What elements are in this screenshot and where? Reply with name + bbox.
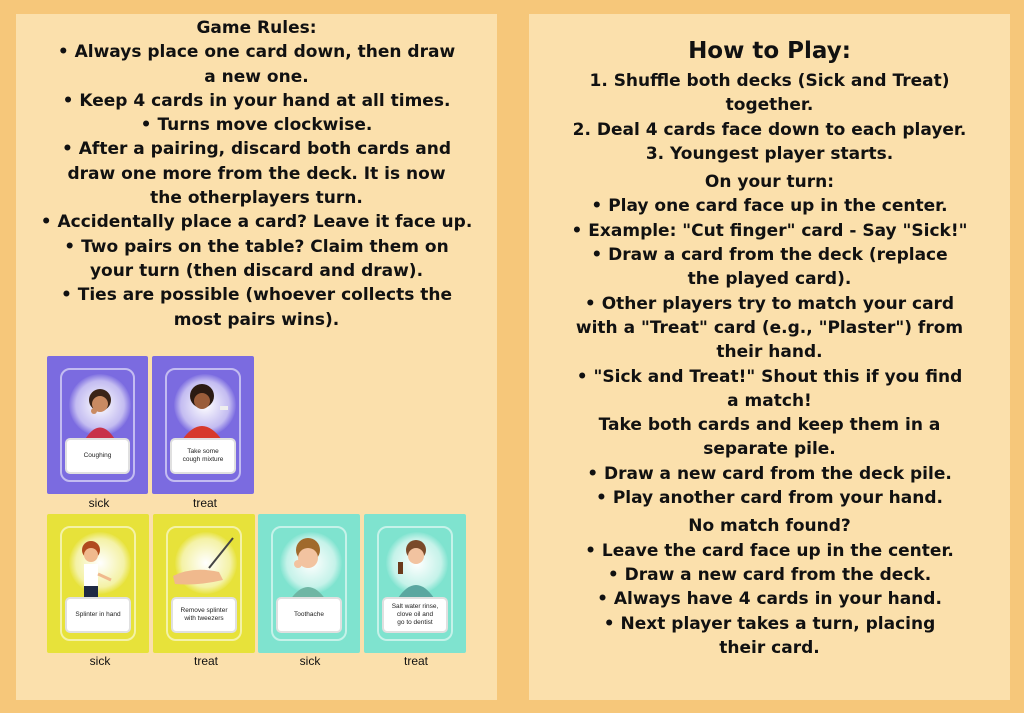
card-caption: treat [193,654,218,668]
rule-item: • Keep 4 cards in your hand at all times. [62,90,451,111]
card-coughing [47,356,148,494]
right-how-to-play-panel [529,14,1010,700]
instruction-line: • Play one card face up in the center. [591,196,948,217]
card-label: Salt water rinse, clove oil and go to dentist [382,597,448,633]
card-label: Remove splinter with tweezers [171,597,237,633]
instruction-line: • Draw a new card from the deck pile. [587,463,952,484]
card-caption: sick [88,496,110,510]
no-match-heading: No match found? [688,516,851,537]
card-caption: sick [89,654,111,668]
instruction-line: • Next player takes a turn, placing their card. [603,613,936,658]
how-to-play-heading: How to Play: [688,38,851,64]
instruction-line: • Draw a card from the deck (replace the played card). [591,245,948,290]
instruction-line: • Draw a new card from the deck. [607,564,932,585]
game-rules-text [16,16,497,332]
instruction-line: • Always have 4 cards in your hand. [597,589,942,610]
card-salt-water-rinse [364,514,466,653]
how-to-play-text [529,36,1010,660]
instruction-line: • "Sick and Treat!" Shout this if you find a match! Take both cards and keep them in a separate pile. [576,366,963,460]
card-caption: treat [403,654,428,668]
rule-item: • Two pairs on the table? Claim them on your turn (then discard and draw). [64,236,449,281]
instruction-line: • Example: "Cut finger" card - Say "Sick!" [571,220,968,241]
card-remove-splinter [153,514,255,653]
card-caption: sick [299,654,321,668]
card-cough-mixture [152,356,254,494]
rule-item: • Accidentally place a card? Leave it face up. [40,212,473,233]
instruction-line: • Leave the card face up in the center. [585,540,954,561]
card-label: Splinter in hand [65,597,131,633]
instruction-line: • Other players try to match your card with a "Treat" card (e.g., "Plaster") from their hand. [575,293,964,363]
instruction-line: • Play another card from your hand. [596,488,943,509]
card-label: Toothache [276,597,342,633]
card-label: Coughing [65,438,130,474]
on-your-turn-heading: On your turn: [704,172,835,193]
card-label: Take some cough mixture [170,438,236,474]
instruction-line: 1. Shuffle both decks (Sick and Treat) together. [589,71,950,116]
instruction-line: 2. Deal 4 cards face down to each player. [572,119,967,140]
instruction-line: 3. Youngest player starts. [645,143,894,164]
rule-item: • Turns move clockwise. [140,115,373,136]
rule-item: • Ties are possible (whoever collects the most pairs wins). [60,285,453,330]
card-caption: treat [192,496,217,510]
card-splinter-in-hand [47,514,149,653]
card-toothache [258,514,360,653]
rule-item: • After a pairing, discard both cards and draw one more from the deck. It is now the otherplayers turn. [61,139,452,209]
game-rules-heading: Game Rules: [196,18,317,38]
rule-item: • Always place one card down, then draw a new one. [57,42,456,87]
